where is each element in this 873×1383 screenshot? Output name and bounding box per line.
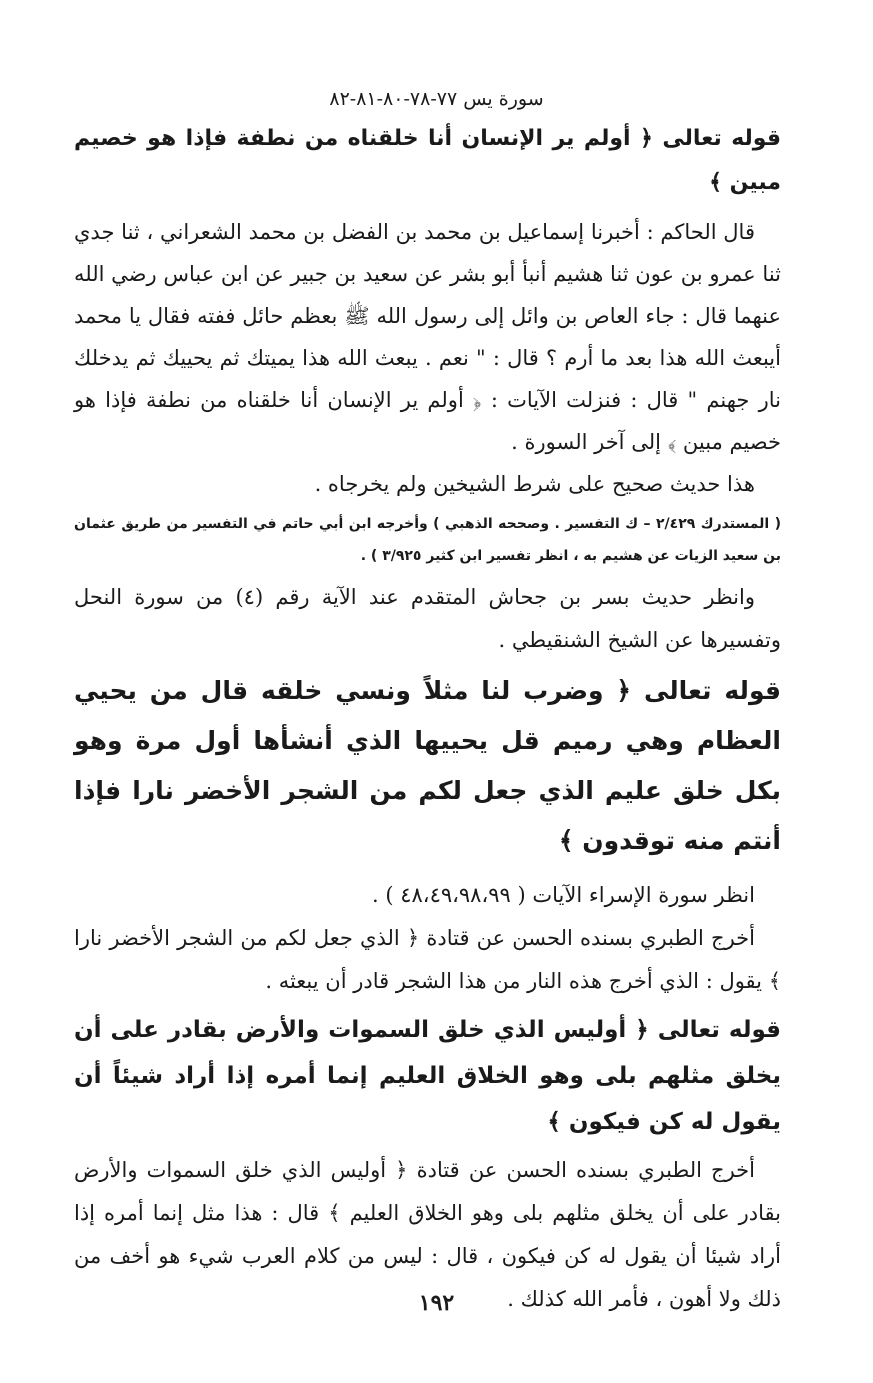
section-heading-1: قوله تعالى ﴿ أولم ير الإنسان أنا خلقناه من نطفة فإذا هو خصيم مبين ﴾ <box>74 126 781 195</box>
page-number: ١٩٢ <box>418 1290 455 1316</box>
section-1-paragraph-2: هذا حديث صحيح على شرط الشيخين ولم يخرجاه . <box>314 472 755 496</box>
running-header: سورة يس ٧٧-٧٨-٨٠-٨١-٨٢ <box>329 88 544 110</box>
section-2-paragraph-2: أخرج الطبري بسنده الحسن عن قتادة ﴿ الذي جعل لكم من الشجر الأخضر نارا ﴾ يقول : الذي أخرج هذه النار من هذا الشجر قادر أن يبعثه . <box>74 926 781 993</box>
section-1-paragraph-3: وانظر حديث بسر بن جحاش المتقدم عند الآية رقم (٤) من سورة النحل وتفسيرها عن الشيخ الشنقيطي . <box>74 585 781 652</box>
section-heading-3: قوله تعالى ﴿ أوليس الذي خلق السموات والأرض بقادر على أن يخلق مثلهم بلى وهو الخلاق العليم إنما أمره إذا أراد شيئاً أن يقول له كن فيكون ﴾ <box>74 1017 781 1135</box>
section-2-paragraph-1: انظر سورة الإسراء الآيات ( ٤٨،٤٩،٩٨،٩٩ ) . <box>372 883 755 907</box>
section-1-paragraph-1: قال الحاكم : أخبرنا إسماعيل بن محمد بن الفضل بن محمد الشعراني ، ثنا جدي ثنا عمرو بن عون ثنا هشيم أنبأ أبو بشر عن سعيد بن جبير عن ابن عباس رضي الله عنهما قال : جاء العاص بن وائل إلى رسول الله ﷺ بعظم حائل ففته فقال يا محمد أيبعث الله هذا بعد ما أرم ؟ قال : " نعم . يبعث الله هذا يميتك ثم يحييك ثم يدخلك نار جهنم " قال : فنزلت الآيات : ﴿ أولم ير الإنسان أنا خلقناه من نطفة فإذا هو خصيم مبين ﴾ إلى آخر السورة . <box>74 220 781 454</box>
section-3-paragraph-1: أخرج الطبري بسنده الحسن عن قتادة ﴿ أوليس الذي خلق السموات والأرض بقادر على أن يخلق مثلهم بلى وهو الخلاق العليم ﴾ قال : هذا مثل إنما أمره إذا أراد شيئا أن يقول له كن فيكون ، قال : ليس من كلام العرب شيء هو أخف من ذلك ولا أهون ، فأمر الله كذلك . <box>74 1158 781 1311</box>
page-content <box>74 117 781 1321</box>
source-note: ( المستدرك ٢/٤٢٩ – ك التفسير . وصححه الذهبي ) وأخرجه ابن أبي حاتم في التفسير من طريق عثمان بن سعيد الزيات عن هشيم به ، انظر تفسير ابن كثير ٣/٩٢٥ ) . <box>74 516 781 564</box>
section-heading-2: قوله تعالى ﴿ وضرب لنا مثلاً ونسي خلقه قال من يحيي العظام وهي رميم قل يحييها الذي أنشأها أول مرة وهو بكل خلق عليم الذي جعل لكم من الشجر الأخضر نارا فإذا أنتم منه توقدون ﴾ <box>74 676 781 855</box>
